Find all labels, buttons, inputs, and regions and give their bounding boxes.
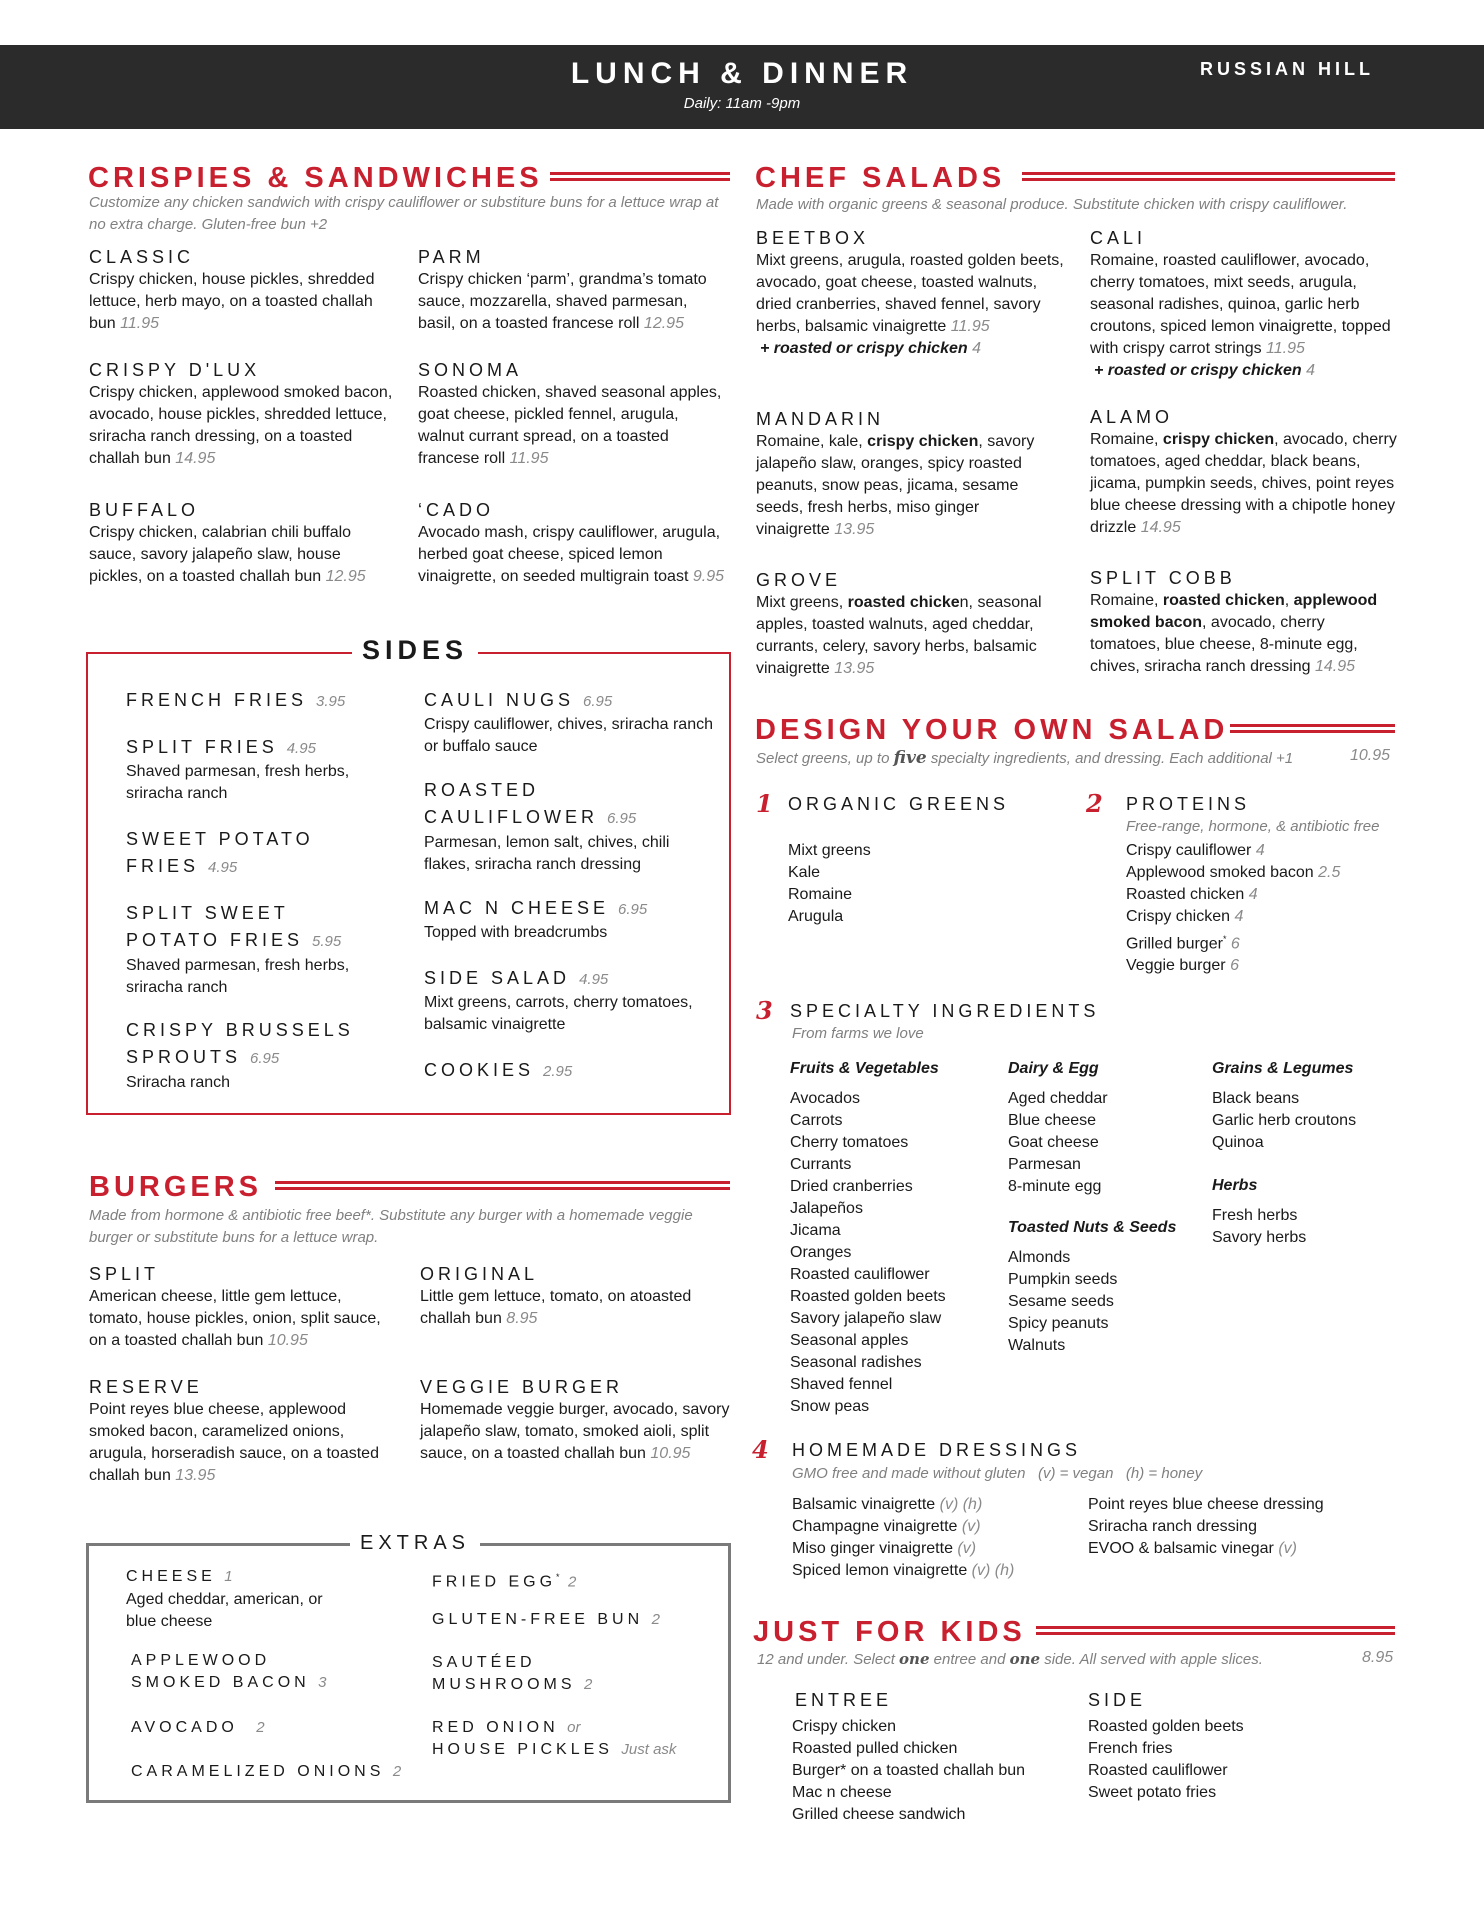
item-price: 3.95 (316, 693, 346, 710)
nuts-seeds-list (1008, 1217, 1188, 1357)
menu-hours: Daily: 11am -9pm (683, 95, 801, 112)
item-name: EVOO & balsamic vinegar (1088, 1540, 1274, 1557)
item-price: 13.95 (834, 521, 875, 538)
addon-price: 4 (1306, 362, 1316, 379)
note-one: one (899, 1650, 930, 1668)
step-number: 3 (756, 996, 773, 1025)
item-desc: Crispy cauliflower, chives, sriracha ranch or buffalo sauce (424, 716, 713, 755)
list-item: Oranges (790, 1244, 852, 1261)
list-item: Avocados (790, 1090, 860, 1107)
list-item (792, 1494, 1082, 1516)
list-item: Roasted golden beets (1088, 1718, 1244, 1735)
salad-cali (1090, 226, 1410, 382)
list-item: Roasted golden beets (790, 1288, 946, 1305)
list-item: Seasonal radishes (790, 1354, 922, 1371)
desc-part: , (1284, 592, 1294, 609)
item-cado (418, 498, 734, 588)
side-split-sweet-potato-fries (126, 900, 396, 999)
item-price: 11.95 (120, 315, 160, 332)
item-name-cont: CAULIFLOWER (424, 807, 599, 827)
menu-title: LUNCH & DINNER (570, 57, 914, 90)
item-price: 4 (1248, 886, 1258, 903)
extra-mushrooms (432, 1652, 722, 1696)
list-item (1126, 906, 1340, 928)
side-side-salad (424, 966, 719, 1036)
kids-price: 8.95 (1362, 1649, 1394, 1666)
dressings-note: GMO free and made without gluten (v) = vegan (h) = honey (792, 1465, 1203, 1482)
desc-part: , savory jalapeño slaw, oranges, spicy roasted peanuts, snow peas, jicama, sesame seeds, fresh herbs, miso ginger vinaigrette (756, 433, 1035, 538)
item-desc: Crispy chicken, calabrian chili buffalo sauce, savory jalapeño slaw, house pickles, on a toasted challah bun (89, 524, 352, 585)
item-price: 8.95 (506, 1310, 538, 1327)
header-bar (0, 45, 1484, 129)
item-price: 13.95 (834, 660, 875, 677)
list-item: Kale (788, 864, 821, 881)
dressings-list-right (1088, 1494, 1398, 1560)
herbs-list (1212, 1175, 1402, 1249)
entree-title: ENTREE (795, 1690, 893, 1710)
list-item: Pumpkin seeds (1008, 1271, 1118, 1288)
item-tag: (v) (1278, 1540, 1297, 1557)
extra-gluten-free-bun (432, 1608, 722, 1632)
item-price: 4.95 (579, 971, 609, 988)
crispies-rule (550, 172, 730, 181)
item-price: 14.95 (175, 450, 216, 467)
sides-title: SIDES (352, 637, 478, 664)
grains-legumes-list (1212, 1058, 1402, 1154)
item-name-cont: POTATO FRIES (126, 930, 304, 950)
item-sonoma (418, 358, 728, 470)
group-title: Dairy & Egg (1008, 1060, 1099, 1077)
item-tag: (v) (961, 1518, 981, 1535)
item-tag: (v) (h) (939, 1496, 983, 1513)
item-veggie-burger (420, 1375, 732, 1465)
item-name: ‘CADO (418, 500, 495, 520)
crispies-title: CRISPIES & SANDWICHES (88, 162, 543, 194)
side-french-fries (126, 688, 396, 714)
item-name: RED ONION (432, 1719, 559, 1736)
item-price: 11.95 (1266, 340, 1305, 357)
greens-list (788, 840, 871, 928)
list-item (1126, 928, 1340, 955)
list-item: Jalapeños (790, 1200, 863, 1217)
item-name-cont: SMOKED BACON (131, 1674, 310, 1691)
item-name: GLUTEN-FREE BUN (432, 1611, 644, 1628)
item-name: Spiced lemon vinaigrette (792, 1562, 968, 1579)
desc-bold: roasted chicken (1162, 592, 1285, 609)
list-item: Savory herbs (1212, 1229, 1307, 1246)
list-item (1126, 862, 1340, 884)
desc-part: , avocado, cherry tomatoes, aged cheddar, black beans, jicama, pumpkin seeds, chives, point reyes blue cheese dressing with a chipotle honey drizzle (1090, 431, 1397, 536)
item-note: Just ask (621, 1741, 677, 1758)
desc-bold: applewood smoked bacon (1090, 592, 1378, 631)
list-item: Garlic herb croutons (1212, 1112, 1357, 1129)
item-tag: (v) (957, 1540, 977, 1557)
proteins-note: Free-range, hormone, & antibiotic free (1126, 818, 1380, 835)
item-desc: Crispy chicken, applewood smoked bacon, avocado, house pickles, shredded lettuce, sriracha ranch dressing, on a toasted challah bun (89, 384, 393, 467)
note-part: specialty ingredients, and dressing. Each additional +1 (926, 750, 1294, 767)
side-roasted-cauliflower (424, 777, 719, 876)
desc-bold: crispy chicken (867, 433, 979, 450)
list-item: Parmesan (1008, 1156, 1081, 1173)
salad-grove (756, 568, 1056, 680)
item-price: 2 (651, 1611, 660, 1628)
item-desc: Shaved parmesan, fresh herbs, sriracha ranch (126, 763, 350, 802)
item-price: 6.95 (607, 810, 637, 827)
item-name: SPLIT FRIES (126, 737, 278, 757)
item-name: ROASTED (424, 780, 540, 800)
burgers-rule (275, 1181, 730, 1190)
crispies-note: Customize any chicken sandwich with crispy cauliflower or substiture buns for a lettuce wrap at no extra charge. Gluten-free bun +2 (89, 194, 719, 233)
item-desc: American cheese, little gem lettuce, tomato, house pickles, onion, split sauce, on a toasted challah bun (89, 1288, 381, 1349)
item-desc: Little gem lettuce, tomato, on atoasted challah bun (420, 1288, 692, 1327)
dairy-list (1008, 1058, 1188, 1198)
item-name: Champagne vinaigrette (792, 1518, 958, 1535)
side-sweet-potato-fries (126, 826, 396, 881)
side-crispy-brussels (126, 1017, 396, 1094)
desc-part: Romaine, kale, (756, 433, 868, 450)
dyo-title: DESIGN YOUR OWN SALAD (755, 714, 1229, 746)
item-price: 6.95 (250, 1050, 280, 1067)
burgers-note: Made from hormone & antibiotic free beef*. Substitute any burger with a homemade veggie burger or substitute buns for a lettuce wrap. (89, 1207, 693, 1246)
note-part: 12 and under. Select (757, 1651, 900, 1668)
kids-note (757, 1648, 1317, 1671)
item-name: CAULI NUGS (424, 690, 575, 710)
list-item: Savory jalapeño slaw (790, 1310, 942, 1327)
item-desc: Shaved parmesan, fresh herbs, sriracha ranch (126, 957, 350, 996)
list-item: Mixt greens (788, 842, 871, 859)
item-buffalo (89, 498, 389, 588)
item-reserve-burger (89, 1375, 399, 1487)
item-price: 4.95 (286, 740, 316, 757)
item-name: AVOCADO (131, 1719, 238, 1736)
note-part: side. All served with apple slices. (1040, 1651, 1263, 1668)
fruits-veg-list (790, 1058, 990, 1418)
item-price: 4 (1255, 842, 1265, 859)
list-item: Dried cranberries (790, 1178, 913, 1195)
dyo-note (756, 747, 1336, 770)
list-item: Grilled cheese sandwich (792, 1806, 966, 1823)
item-price: 6 (1230, 935, 1240, 953)
side-split-fries (126, 735, 396, 805)
list-item: Aged cheddar (1008, 1090, 1108, 1107)
list-item (792, 1516, 1082, 1538)
item-price: 14.95 (1315, 658, 1356, 675)
group-title: Fruits & Vegetables (790, 1060, 939, 1077)
item-price: 6 (1230, 957, 1239, 975)
side-mac-n-cheese (424, 896, 719, 944)
list-item: Sweet potato fries (1088, 1784, 1217, 1801)
list-item: Carrots (790, 1112, 843, 1129)
item-name: SONOMA (418, 360, 523, 380)
note-part: Select greens, up to (756, 750, 894, 767)
list-item: French fries (1088, 1740, 1173, 1757)
item-name: SIDE SALAD (424, 968, 571, 988)
item-name: Crispy chicken (1126, 908, 1231, 925)
dyo-rule (1230, 724, 1395, 733)
item-name-cont: HOUSE PICKLES (432, 1741, 613, 1758)
item-desc: Roasted chicken, shaved seasonal apples, goat cheese, pickled fennel, arugula, walnut currant spread, on a toasted francese roll (418, 384, 722, 467)
item-name: Crispy cauliflower (1126, 842, 1252, 859)
list-item: Arugula (788, 908, 844, 925)
list-item: Roasted cauliflower (1088, 1762, 1228, 1779)
kids-side-list (1088, 1716, 1378, 1804)
step-title: PROTEINS (1126, 794, 1251, 814)
item-price: 14.95 (1140, 519, 1181, 536)
desc-bold: roasted chicke (847, 594, 960, 611)
list-item (792, 1538, 1082, 1560)
extras-title: EXTRAS (350, 1533, 480, 1553)
item-price: 9.95 (692, 568, 724, 585)
item-name: VEGGIE BURGER (420, 1377, 624, 1397)
item-name: BUFFALO (89, 500, 200, 520)
item-name: PARM (418, 247, 485, 267)
item-price: 2.95 (543, 1063, 573, 1080)
salads-rule (1022, 172, 1395, 181)
item-desc: Homemade veggie burger, avocado, savory jalapeño slaw, tomato, smoked aioli, split sauce, on a toasted challah bun (420, 1401, 730, 1462)
list-item: Shaved fennel (790, 1376, 893, 1393)
item-price: 12.95 (643, 315, 684, 332)
step-number: 2 (1086, 789, 1103, 818)
list-item: Almonds (1008, 1249, 1071, 1266)
salads-title: CHEF SALADS (755, 162, 1006, 194)
item-name: BEETBOX (756, 228, 870, 248)
item-price: 1 (224, 1568, 233, 1585)
desc-part: , avocado, cherry tomatoes, blue cheese, 8-minute egg, chives, sriracha ranch dressing (1090, 614, 1358, 675)
note-one: one (1009, 1650, 1041, 1668)
item-name: Sriracha ranch dressing (1088, 1518, 1257, 1535)
item-name: CRISPY D'LUX (89, 360, 261, 380)
desc-part: Romaine, (1090, 431, 1163, 448)
item-name: CLASSIC (89, 247, 195, 267)
item-name: SPLIT (89, 1264, 160, 1284)
item-parm (418, 245, 728, 335)
list-item: Blue cheese (1008, 1112, 1097, 1129)
item-name-cont: FRIES (126, 856, 200, 876)
item-price: 10.95 (267, 1332, 308, 1349)
dyo-price: 10.95 (1350, 747, 1391, 764)
list-item: Goat cheese (1008, 1134, 1099, 1151)
extra-avocado (131, 1716, 371, 1740)
list-item: 8-minute egg (1008, 1178, 1102, 1195)
item-name: SPLIT COBB (1090, 568, 1236, 588)
item-price: 4.95 (208, 859, 238, 876)
item-price: 6.95 (583, 693, 613, 710)
desc-part: Romaine, (1090, 592, 1163, 609)
item-price: 4 (1234, 908, 1244, 925)
list-item: Snow peas (790, 1398, 870, 1415)
item-name: CRISPY BRUSSELS (126, 1020, 354, 1040)
side-title: SIDE (1088, 1690, 1147, 1710)
list-item: Quinoa (1212, 1134, 1264, 1151)
item-name-cont: SPROUTS (126, 1047, 242, 1067)
list-item (1126, 884, 1340, 906)
item-price: 2 (584, 1676, 593, 1693)
item-desc: Avocado mash, crispy cauliflower, arugula, herbed goat cheese, spiced lemon vinaigrette, on seeded multigrain toast (418, 524, 721, 585)
list-item (792, 1560, 1082, 1582)
list-item (1126, 955, 1340, 977)
note-five: five (893, 748, 927, 768)
list-item: Black beans (1212, 1090, 1300, 1107)
note-part: entree and (929, 1651, 1010, 1668)
item-name: GROVE (756, 570, 842, 590)
item-name: FRIED EGG (432, 1573, 557, 1591)
step-title: HOMEMADE DRESSINGS (792, 1440, 1082, 1460)
item-price: 5.95 (312, 933, 342, 950)
extra-caramelized-onions (131, 1760, 431, 1784)
proteins-list (1126, 840, 1340, 977)
extra-bacon (131, 1650, 371, 1694)
item-original-burger (420, 1262, 720, 1330)
salad-mandarin (756, 407, 1056, 541)
list-item: Fresh herbs (1212, 1207, 1298, 1224)
list-item: Crispy chicken (792, 1718, 897, 1735)
salad-split-cobb (1090, 566, 1390, 678)
item-name: CHEESE (126, 1568, 216, 1585)
item-price: 2 (256, 1719, 265, 1736)
item-price: 2.5 (1318, 864, 1341, 881)
salad-beetbox (756, 226, 1066, 360)
list-item (1088, 1538, 1398, 1560)
burgers-title: BURGERS (89, 1171, 263, 1203)
kids-title: JUST FOR KIDS (753, 1616, 1026, 1648)
list-item: Jicama (790, 1222, 841, 1239)
item-desc: Aged cheddar, american, or blue cheese (126, 1591, 323, 1630)
item-name: Balsamic vinaigrette (792, 1496, 936, 1513)
item-desc: Mixt greens, carrots, cherry tomatoes, balsamic vinaigrette (424, 994, 693, 1033)
item-name: SAUTÉED (432, 1654, 536, 1671)
item-split-burger (89, 1262, 399, 1352)
list-item (1126, 840, 1340, 862)
item-name: APPLEWOOD (131, 1652, 271, 1669)
list-item: Roasted pulled chicken (792, 1740, 958, 1757)
item-desc: Parmesan, lemon salt, chives, chili flakes, sriracha ranch dressing (424, 834, 670, 873)
item-name: MANDARIN (756, 409, 885, 429)
group-title: Herbs (1212, 1177, 1258, 1194)
addon-label: + roasted or crispy chicken (1094, 362, 1302, 379)
item-name: Roasted chicken (1126, 886, 1245, 903)
salads-note: Made with organic greens & seasonal produce. Substitute chicken with crispy cauliflower. (756, 196, 1348, 213)
item-name: ORIGINAL (420, 1264, 539, 1284)
list-item: Mac n cheese (792, 1784, 892, 1801)
step-title: ORGANIC GREENS (788, 794, 1010, 814)
list-item: Burger* on a toasted challah bun (792, 1762, 1026, 1779)
item-name: MAC N CHEESE (424, 898, 610, 918)
item-name: RESERVE (89, 1377, 203, 1397)
addon-label: + roasted or crispy chicken (760, 340, 968, 357)
list-item (1088, 1516, 1398, 1538)
item-desc: Crispy chicken, house pickles, shredded lettuce, herb mayo, on a toasted challah bun (89, 271, 375, 332)
list-item (1088, 1494, 1398, 1516)
list-item: Sesame seeds (1008, 1293, 1114, 1310)
list-item: Roasted cauliflower (790, 1266, 930, 1283)
item-price: 2 (567, 1573, 577, 1591)
side-cauli-nugs (424, 688, 719, 758)
item-price: 3 (318, 1674, 327, 1691)
or-text: or (567, 1719, 581, 1736)
item-price: 11.95 (509, 450, 549, 467)
item-crispy-dlux (89, 358, 399, 470)
entree-list (792, 1716, 1082, 1826)
item-desc: Point reyes blue cheese, applewood smoked bacon, caramelized onions, arugula, horseradish sauce, on a toasted challah bun (89, 1401, 379, 1484)
salad-alamo (1090, 405, 1412, 539)
desc-part: Mixt greens, (756, 594, 848, 611)
kids-rule (1036, 1626, 1395, 1635)
list-item: Romaine (788, 886, 853, 903)
side-cookies (424, 1058, 719, 1084)
item-name: Grilled burger (1126, 935, 1223, 953)
item-price: 13.95 (175, 1467, 216, 1484)
item-price: 11.95 (950, 318, 990, 335)
extra-red-onion-pickles (432, 1717, 722, 1761)
list-item: Walnuts (1008, 1337, 1066, 1354)
item-name: Applewood smoked bacon (1126, 864, 1314, 881)
specialty-note: From farms we love (792, 1025, 924, 1042)
list-item: Seasonal apples (790, 1332, 909, 1349)
item-name: ALAMO (1090, 407, 1174, 427)
item-name: FRENCH FRIES (126, 690, 308, 710)
item-price: 2 (392, 1763, 402, 1780)
asterisk: * (1222, 934, 1227, 944)
item-name: CARAMELIZED ONIONS (131, 1763, 385, 1780)
item-desc: Sriracha ranch (126, 1074, 231, 1091)
item-name-cont: MUSHROOMS (432, 1676, 576, 1693)
item-name: CALI (1090, 228, 1147, 248)
step-title: SPECIALTY INGREDIENTS (790, 1001, 1100, 1021)
item-desc: Mixt greens, arugula, roasted golden beets, avocado, goat cheese, toasted walnuts, dried cranberries, shaved fennel, savory herbs, balsamic vinaigrette (756, 252, 1064, 335)
group-title: Toasted Nuts & Seeds (1008, 1219, 1177, 1236)
item-name: SPLIT SWEET (126, 903, 289, 923)
item-name: SWEET POTATO (126, 829, 314, 849)
desc-bold: crispy chicken (1162, 431, 1275, 448)
list-item: Currants (790, 1156, 852, 1173)
extra-cheese (126, 1565, 366, 1633)
item-name: Veggie burger (1126, 957, 1226, 975)
item-classic (89, 245, 389, 335)
group-title: Grains & Legumes (1212, 1060, 1354, 1077)
item-desc: Topped with breadcrumbs (424, 924, 608, 941)
list-item: Cherry tomatoes (790, 1134, 909, 1151)
item-price: 6.95 (618, 901, 648, 918)
list-item: Spicy peanuts (1008, 1315, 1109, 1332)
step-number: 1 (756, 789, 773, 818)
extra-fried-egg (432, 1565, 722, 1594)
item-tag: (v) (h) (971, 1562, 1015, 1579)
item-name: Point reyes blue cheese dressing (1088, 1496, 1324, 1513)
item-name: Miso ginger vinaigrette (792, 1540, 953, 1557)
addon-price: 4 (972, 340, 982, 357)
item-desc: Crispy chicken ‘parm’, grandma’s tomato sauce, mozzarella, shaved parmesan, basil, on a toasted francese roll (418, 271, 707, 332)
item-desc: Romaine, roasted cauliflower, avocado, cherry tomatoes, mixt seeds, arugula, seasonal radishes, quinoa, garlic herb croutons, spiced lemon vinaigrette, topped with crispy carrot strings (1090, 252, 1391, 357)
location-name: RUSSIAN HILL (1200, 59, 1374, 79)
item-price: 12.95 (325, 568, 366, 585)
item-name: COOKIES (424, 1060, 535, 1080)
dressings-list-left (792, 1494, 1082, 1582)
asterisk: * (556, 1572, 560, 1582)
desc-part: n, seasonal apples, toasted walnuts, aged cheddar, currants, celery, savory herbs, balsamic vinaigrette (756, 594, 1042, 677)
item-price: 10.95 (650, 1445, 691, 1462)
step-number: 4 (752, 1435, 769, 1464)
